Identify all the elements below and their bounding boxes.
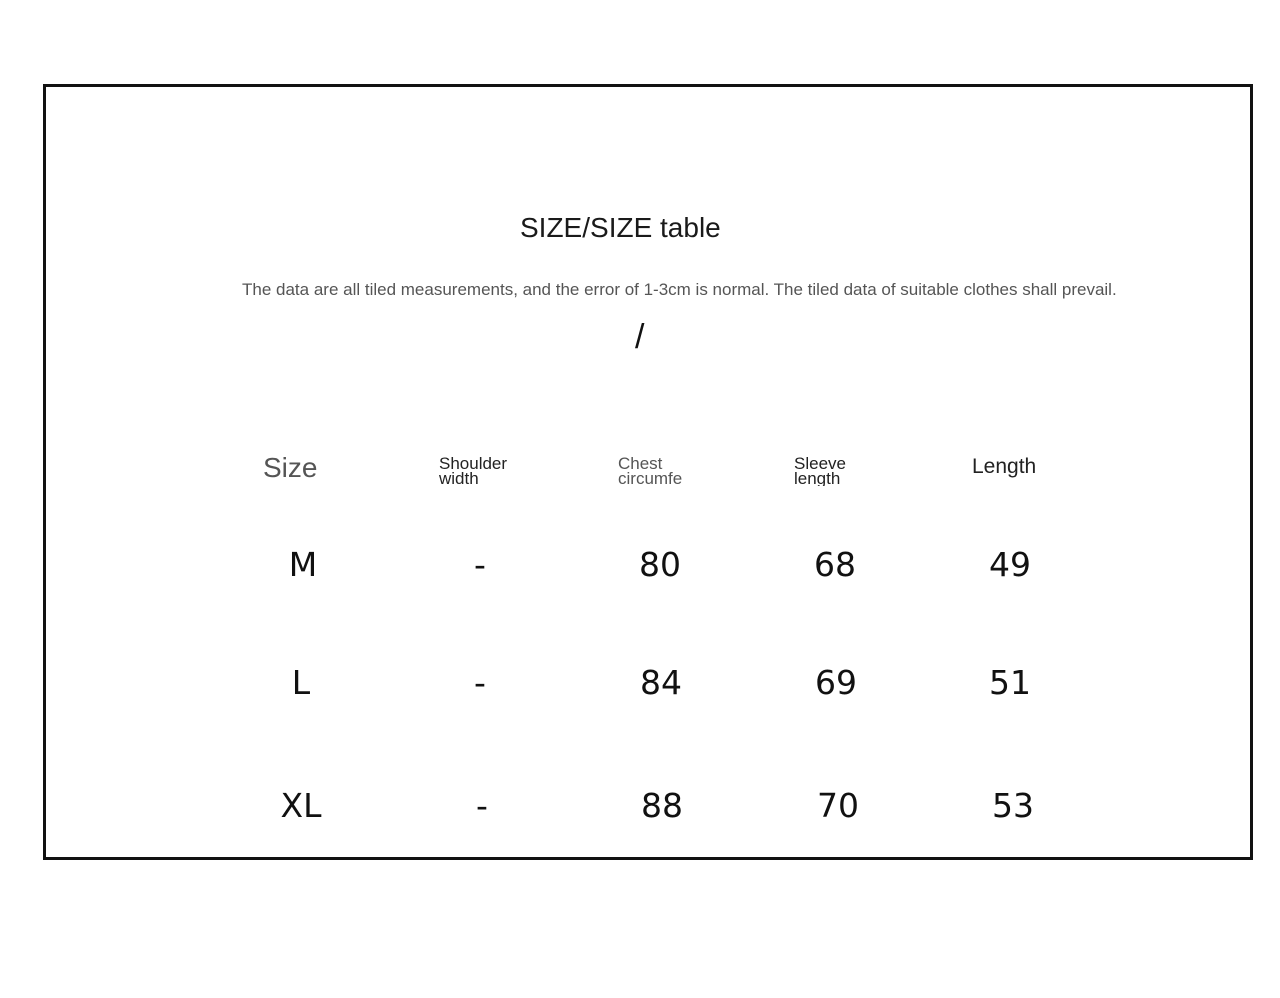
header-sleeve-line1: Sleeve: [794, 456, 846, 473]
table-cell-size: L: [291, 663, 311, 702]
table-cell-size: M: [288, 545, 318, 584]
header-size: Size: [263, 452, 318, 483]
table-cell-sleeve: 69: [815, 663, 857, 702]
table-cell-shoulder: -: [474, 545, 486, 584]
table-cell-chest: 88: [641, 786, 683, 825]
header-shoulder-line2: width: [439, 469, 479, 486]
separator: /: [635, 318, 645, 356]
page-title: SIZE/SIZE table: [520, 212, 721, 243]
table-cell-chest: 80: [639, 545, 681, 584]
header-chest-circumference: [618, 456, 690, 486]
header-shoulder-width: [439, 456, 529, 486]
measurement-note: The data are all tiled measurements, and the error of 1-3cm is normal. The tiled data of suitable clothes shall prevail.: [242, 280, 1117, 299]
header-chest-line2: circumfe: [618, 469, 683, 486]
header-shoulder-line1: Shoulder: [439, 456, 508, 473]
table-cell-size: XL: [280, 786, 322, 825]
header-length: Length: [972, 455, 1037, 478]
table-cell-sleeve: 70: [817, 786, 859, 825]
table-cell-chest: 84: [640, 663, 682, 702]
table-cell-sleeve: 68: [814, 545, 856, 584]
table-cell-shoulder: -: [476, 786, 488, 825]
header-chest-line1: Chest: [618, 456, 663, 473]
table-cell-length: 49: [989, 545, 1031, 584]
header-sleeve-line2: length: [794, 469, 841, 486]
header-sleeve-length: [794, 456, 884, 486]
table-cell-length: 51: [989, 663, 1031, 702]
table-cell-shoulder: -: [474, 663, 486, 702]
table-cell-length: 53: [992, 786, 1034, 825]
